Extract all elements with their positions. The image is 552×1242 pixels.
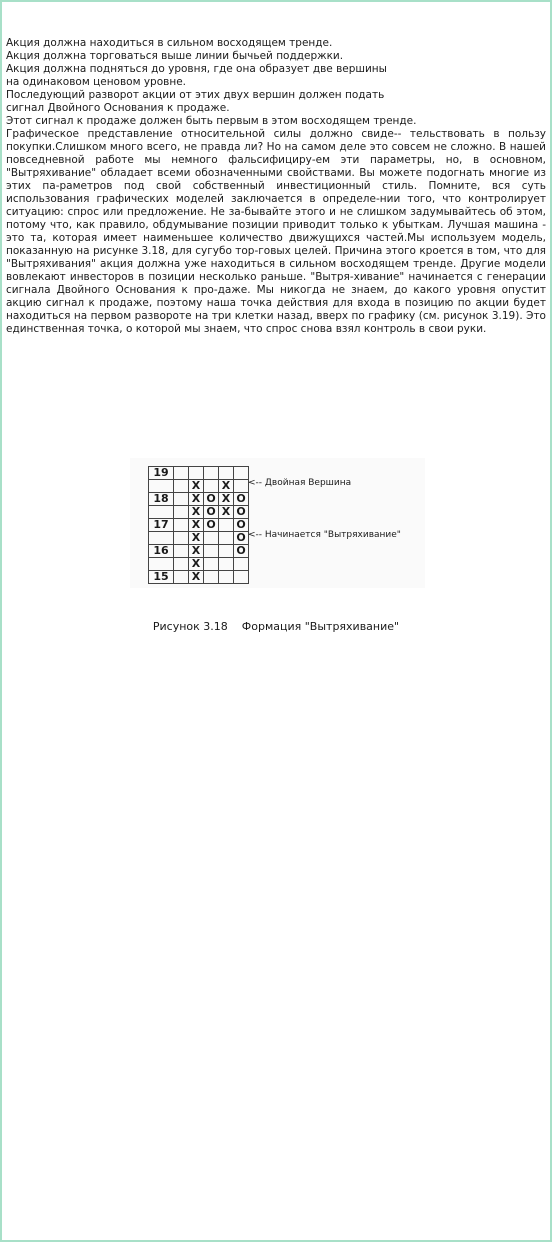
text-line: сигнал Двойного Основания к продаже. bbox=[6, 102, 230, 114]
o-mark: O bbox=[234, 532, 249, 545]
price-label bbox=[149, 558, 174, 571]
grid-cell bbox=[204, 558, 219, 571]
o-mark: O bbox=[234, 519, 249, 532]
grid-row bbox=[149, 493, 249, 506]
grid-cell bbox=[219, 532, 234, 545]
grid-row bbox=[149, 480, 249, 493]
grid-cell bbox=[174, 545, 189, 558]
price-label: 16 bbox=[149, 545, 174, 558]
x-mark: X bbox=[219, 480, 234, 493]
text-paragraph: Графическое представление относительной силы должно свиде-- тельствовать в пользу покупки.Слишком много всего, не правда ли? Но на самом деле это совсем не сложно. В нашей повседневной работе мы немного фальсифициру-ем эти параметры, но, в основном, "Вытряхивание" обладает всеми обозначенными свойствами. Вы можете подогнать многие из этих па-раметров под свой собственный инвестиционный стиль. Помните, вся суть использования графических моделей заключается в определе-нии того, что контролирует ситуацию: спрос или предложение. Не за-бывайте этого и не слишком задумывайтесь об этом, потому что, как правило, обдумывание позиции приводит только к убыткам. Лучшая машина - это та, которая имеет наименьшее количество движущихся частей.Мы используем модель, показанную на рисунке 3.18, для сугубо тор-говых целей. Причина этого кроется в том, что для "Вытряхивания" акция должна уже находиться в сильном восходящем тренде. Другие модели вовлекают инвесторов в позиции несколько раньше. "Вытря-хивание" начинается с генерации сигнала Двойного Основания к про-даже. Мы никогда не знаем, до какого уровня опустит акцию сигнал к продаже, поэтому наша точка действия для входа в позицию по акции будет находиться на первом развороте на три клетки назад, вверх по графику (см. рисунок 3.19). Это единственная точка, о которой мы знаем, что спрос снова взял контроль в свои руки. bbox=[6, 128, 546, 335]
grid-cell bbox=[189, 467, 204, 480]
price-label: 18 bbox=[149, 493, 174, 506]
grid-cell bbox=[219, 571, 234, 584]
x-mark: X bbox=[189, 519, 204, 532]
grid-cell bbox=[204, 545, 219, 558]
grid-cell bbox=[204, 532, 219, 545]
grid-cell bbox=[234, 467, 249, 480]
grid-cell bbox=[219, 545, 234, 558]
grid-row bbox=[149, 506, 249, 519]
figure-caption: Рисунок 3.18 Формация "Вытряхивание" bbox=[152, 620, 400, 633]
grid-cell bbox=[174, 506, 189, 519]
text-line: Акция должна торговаться выше линии бычьей поддержки. bbox=[6, 50, 344, 62]
article-text bbox=[6, 37, 546, 336]
text-line: Акция должна находиться в сильном восходящем тренде. bbox=[6, 37, 333, 49]
grid-cell bbox=[174, 532, 189, 545]
x-mark: X bbox=[189, 532, 204, 545]
grid-cell bbox=[234, 558, 249, 571]
grid-cell bbox=[219, 519, 234, 532]
grid-row bbox=[149, 558, 249, 571]
o-mark: O bbox=[234, 545, 249, 558]
x-mark: X bbox=[189, 571, 204, 584]
grid-cell bbox=[174, 519, 189, 532]
annotation-shakeout: <-- Начинается "Вытряхивание" bbox=[248, 530, 401, 540]
o-mark: O bbox=[204, 493, 219, 506]
x-mark: X bbox=[189, 480, 204, 493]
text-paragraph: Этот сигнал к продаже должен быть первым в этом восходящем тренде. bbox=[6, 115, 417, 127]
grid-cell bbox=[174, 480, 189, 493]
grid-row bbox=[149, 467, 249, 480]
grid-row bbox=[149, 545, 249, 558]
price-label bbox=[149, 506, 174, 519]
grid-cell bbox=[219, 467, 234, 480]
text-line: на одинаковом ценовом уровне. bbox=[6, 76, 187, 88]
annotation-double-top: <-- Двойная Вершина bbox=[248, 478, 352, 488]
price-label: 15 bbox=[149, 571, 174, 584]
grid-cell bbox=[174, 558, 189, 571]
o-mark: O bbox=[204, 506, 219, 519]
x-mark: X bbox=[189, 545, 204, 558]
point-figure-grid bbox=[148, 466, 249, 584]
grid-row bbox=[149, 532, 249, 545]
x-mark: X bbox=[189, 558, 204, 571]
grid-cell bbox=[204, 467, 219, 480]
x-mark: X bbox=[189, 506, 204, 519]
grid-cell bbox=[174, 467, 189, 480]
grid-cell bbox=[234, 571, 249, 584]
point-figure-chart bbox=[130, 458, 425, 588]
grid-row bbox=[149, 519, 249, 532]
price-label: 17 bbox=[149, 519, 174, 532]
x-mark: X bbox=[219, 493, 234, 506]
o-mark: O bbox=[204, 519, 219, 532]
grid-cell bbox=[174, 493, 189, 506]
text-line: Последующий разворот акции от этих двух вершин должен подать bbox=[6, 89, 385, 101]
o-mark: O bbox=[234, 506, 249, 519]
grid-row bbox=[149, 571, 249, 584]
grid-cell bbox=[204, 571, 219, 584]
x-mark: X bbox=[219, 506, 234, 519]
price-label bbox=[149, 480, 174, 493]
text-line: Акция должна подняться до уровня, где она образует две вершины bbox=[6, 63, 387, 75]
o-mark: O bbox=[234, 493, 249, 506]
price-label bbox=[149, 532, 174, 545]
grid-cell bbox=[219, 558, 234, 571]
grid-cell bbox=[174, 571, 189, 584]
x-mark: X bbox=[189, 493, 204, 506]
grid-cell bbox=[204, 480, 219, 493]
grid-cell bbox=[234, 480, 249, 493]
price-label: 19 bbox=[149, 467, 174, 480]
